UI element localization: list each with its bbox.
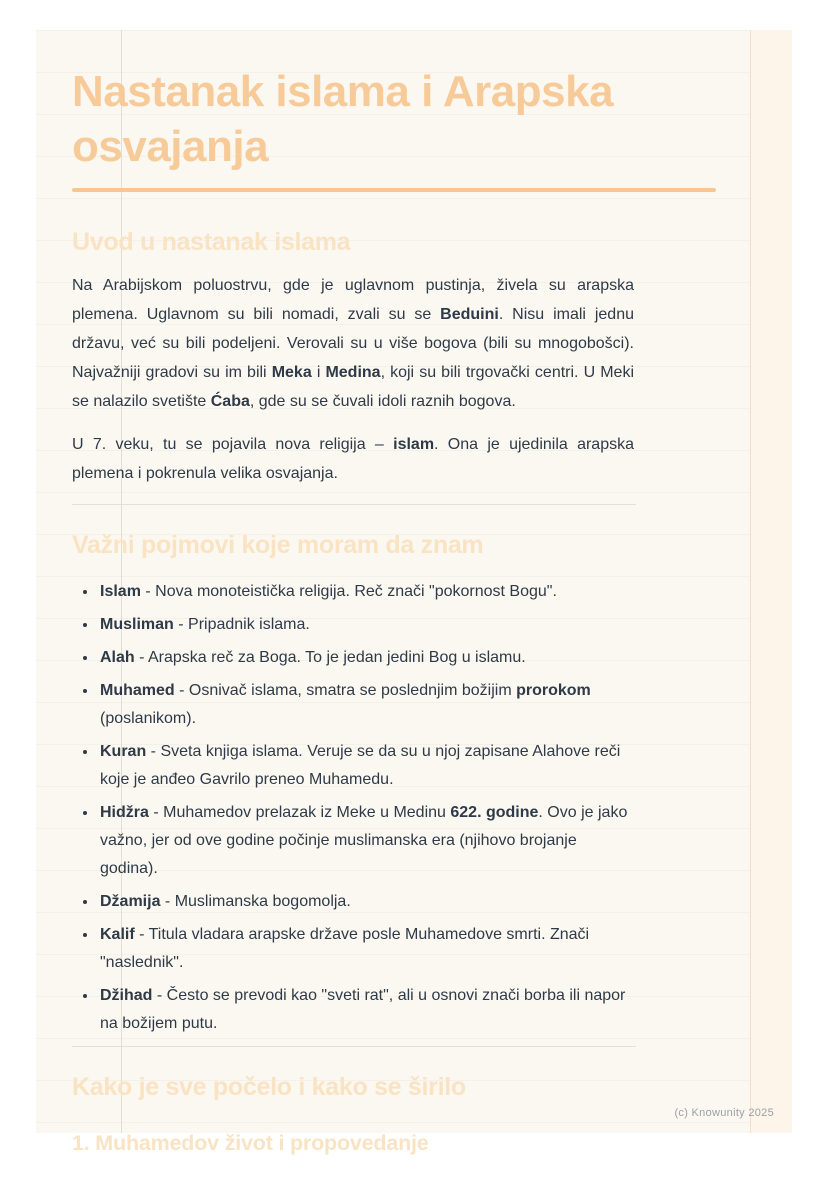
glossary-item xyxy=(98,644,638,672)
document-content xyxy=(36,30,792,1157)
text-run: , gde su se čuvali idoli raznih bogova. xyxy=(249,393,516,410)
text-run: i xyxy=(311,364,326,381)
glossary-list xyxy=(72,578,638,1038)
intro-paragraph-1 xyxy=(72,271,634,416)
bold-term: 622. godine xyxy=(450,804,539,821)
glossary-item xyxy=(98,799,638,883)
section-divider xyxy=(72,504,636,505)
bold-term: Džihad xyxy=(100,987,153,1004)
text-run: . Ovo je jako važno, jer od ove godine počinje muslimanska era (njihovo brojanje godina). xyxy=(100,804,628,877)
section-heading-history: Kako je sve počelo i kako se širilo xyxy=(72,1073,466,1101)
intro-paragraph-2 xyxy=(72,430,634,488)
bold-term: Islam xyxy=(100,583,141,600)
text-run: (poslanikom). xyxy=(100,710,197,727)
section-divider xyxy=(72,1046,636,1047)
glossary-item xyxy=(98,578,638,606)
text-run: - Pripadnik islama. xyxy=(173,616,310,633)
glossary-item xyxy=(98,982,638,1038)
text-run: - Osnivač islama, smatra se poslednjim božijim xyxy=(174,682,517,699)
glossary-item xyxy=(98,921,638,977)
bold-term: Beduini xyxy=(440,306,499,323)
bold-term: Kuran xyxy=(100,743,147,760)
text-run: - Muhamedov prelazak iz Meke u Medinu xyxy=(148,804,451,821)
bold-term: Ćaba xyxy=(210,393,250,410)
section-heading-intro: Uvod u nastanak islama xyxy=(72,228,351,256)
page-title: Nastanak islama i Arapska osvajanja xyxy=(72,67,614,171)
bold-term: Hidžra xyxy=(100,804,149,821)
text-run: , koji su bili trgovački centri. U Meki se nalazilo svetište xyxy=(72,364,634,410)
bold-term: Kalif xyxy=(100,926,135,943)
bold-term: Muhamed xyxy=(100,682,175,699)
text-run: - Sveta knjiga islama. Veruje se da su u njoj zapisane Alahove reči koje je anđeo Gavrilo preneo Muhamedu. xyxy=(100,743,621,788)
bold-term: Musliman xyxy=(100,616,174,633)
bold-term: prorokom xyxy=(516,682,591,699)
subsection-heading-muhamed: 1. Muhamedov život i propovedanje xyxy=(72,1131,429,1155)
watermark-text: (c) Knowunity 2025 xyxy=(674,1107,774,1119)
bold-term: Medina xyxy=(325,364,381,381)
bold-term: Meka xyxy=(271,364,312,381)
text-run: - Često se prevodi kao "sveti rat", ali u osnovi znači borba ili napor na božijem putu. xyxy=(100,987,626,1032)
bold-term: Džamija xyxy=(100,893,161,910)
bold-term: Alah xyxy=(100,649,135,666)
text-run: - Arapska reč za Boga. To je jedan jedini Bog u islamu. xyxy=(134,649,526,666)
glossary-item xyxy=(98,738,638,794)
glossary-item xyxy=(98,677,638,733)
text-run: . Nisu imali jednu državu, već su bili podeljeni. Verovali su u više bogova (bili su mnogobošci). Najvažniji gradovi su im bili xyxy=(72,306,635,381)
text-run: - Muslimanska bogomolja. xyxy=(160,893,351,910)
bold-term: islam xyxy=(393,436,435,453)
notes-page-card xyxy=(36,30,792,1155)
text-run: U 7. veku, tu se pojavila nova religija – xyxy=(72,436,394,453)
text-run: . Ona je ujedinila arapska plemena i pokrenula velika osvajanja. xyxy=(72,436,634,482)
glossary-item xyxy=(98,611,638,639)
text-run: - Nova monoteistička religija. Reč znači "pokornost Bogu". xyxy=(140,583,557,600)
glossary-item xyxy=(98,888,638,916)
text-run: Na Arabijskom poluostrvu, gde je uglavnom pustinja, živela su arapska plemena. Uglavnom su bili nomadi, zvali su se xyxy=(72,277,634,323)
title-divider xyxy=(72,188,716,192)
text-run: - Titula vladara arapske države posle Muhamedove smrti. Znači "naslednik". xyxy=(100,926,590,971)
section-heading-glossary: Važni pojmovi koje moram da znam xyxy=(72,531,484,559)
